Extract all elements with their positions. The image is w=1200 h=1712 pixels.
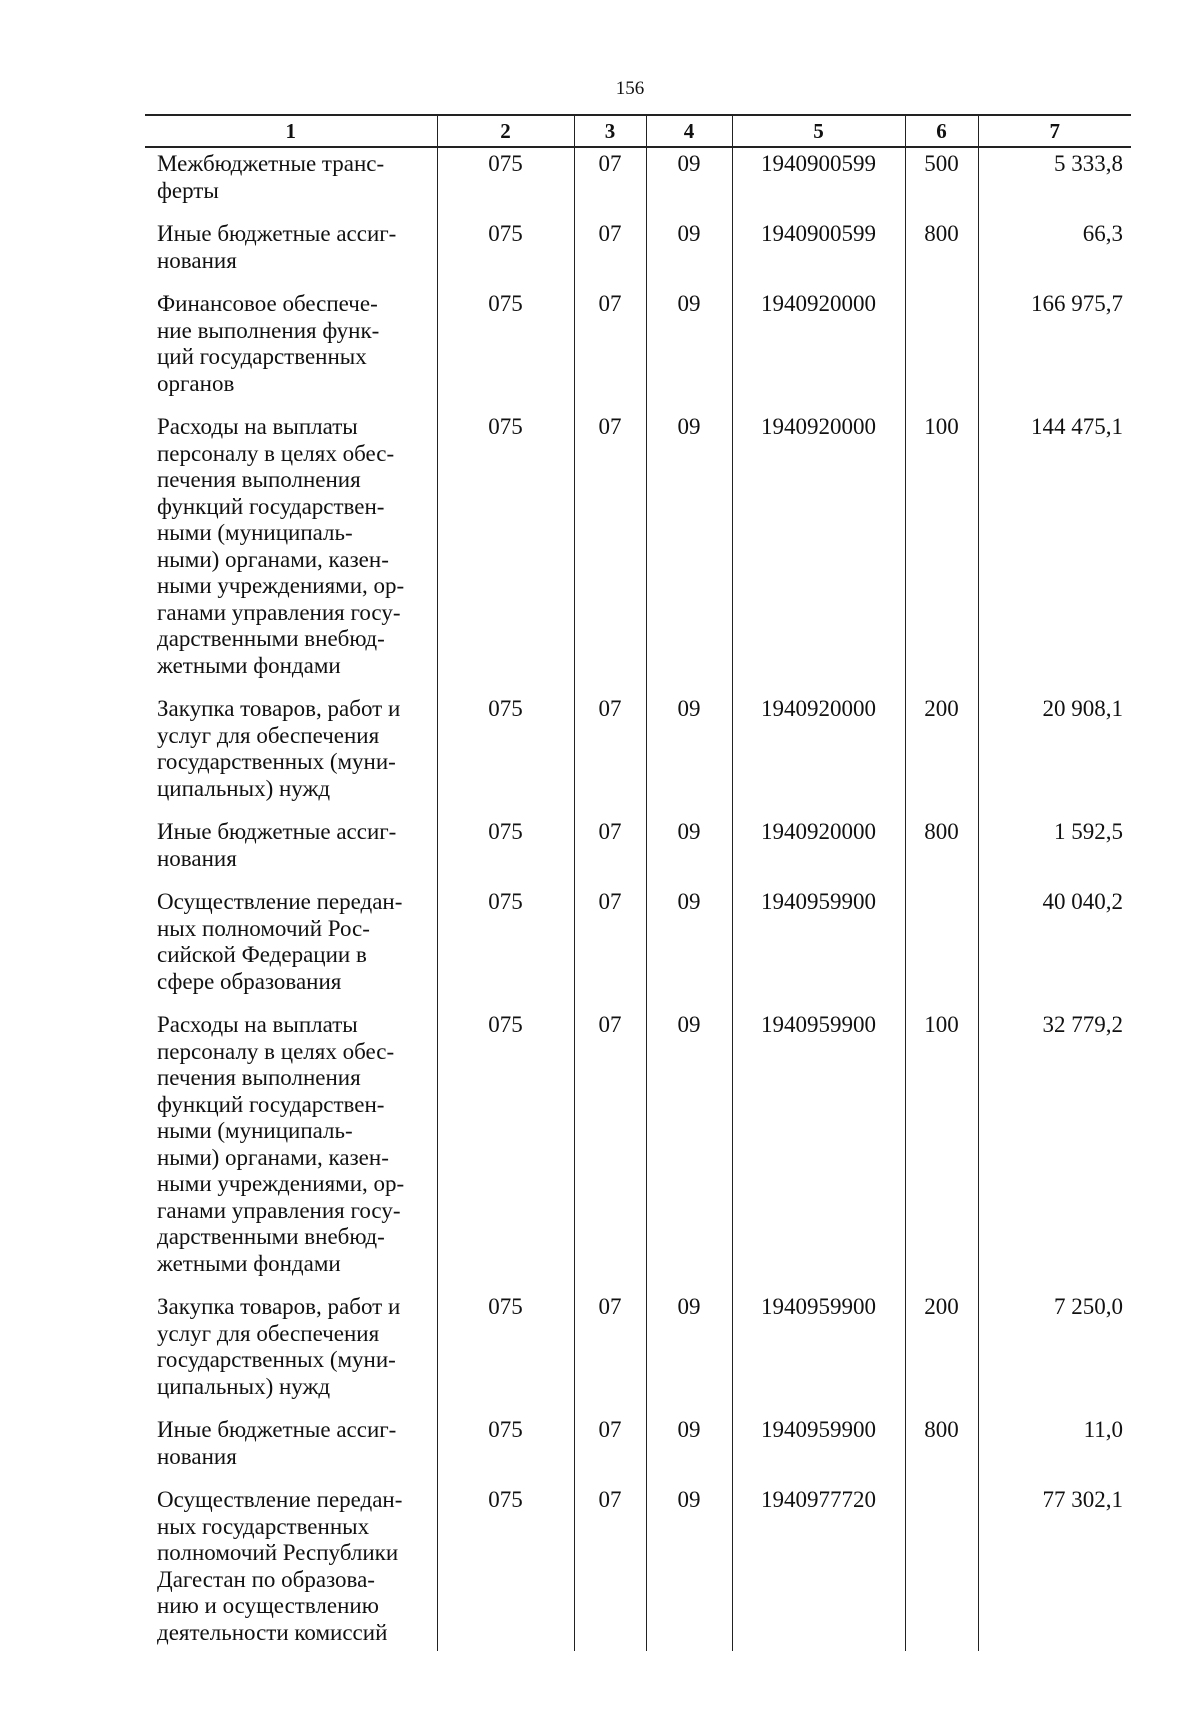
cell-admin-code: 075	[437, 886, 574, 1009]
cell-section: 07	[574, 411, 646, 693]
column-header-5: 5	[732, 115, 905, 147]
cell-amount: 11,0	[978, 1414, 1131, 1484]
cell-amount: 66,3	[978, 218, 1131, 288]
cell-subsection: 09	[646, 693, 732, 816]
cell-section: 07	[574, 218, 646, 288]
table-row	[145, 1009, 1131, 1291]
cell-section: 07	[574, 693, 646, 816]
cell-section: 07	[574, 1484, 646, 1651]
cell-subsection: 09	[646, 1291, 732, 1414]
cell-subsection: 09	[646, 1414, 732, 1484]
cell-subsection: 09	[646, 886, 732, 1009]
cell-section: 07	[574, 288, 646, 411]
row-description: Межбюджетные транс- ферты	[157, 151, 385, 203]
cell-target-article: 1940959900	[732, 1291, 905, 1414]
table-row	[145, 288, 1131, 411]
cell-admin-code: 075	[437, 288, 574, 411]
cell-admin-code: 075	[437, 1484, 574, 1651]
cell-target-article: 1940959900	[732, 1414, 905, 1484]
table-row	[145, 411, 1131, 693]
table-header-row	[145, 115, 1131, 147]
table-body	[145, 147, 1131, 1651]
cell-section: 07	[574, 1291, 646, 1414]
cell-section: 07	[574, 1414, 646, 1484]
cell-subsection: 09	[646, 816, 732, 886]
cell-amount: 1 592,5	[978, 816, 1131, 886]
table-row	[145, 816, 1131, 886]
column-header-6: 6	[905, 115, 978, 147]
cell-subsection: 09	[646, 218, 732, 288]
row-description: Расходы на выплаты персоналу в целях обес- печения выполнения функций государствен- ными (муниципаль- ными) органами, казен- ными учреждениями, ор- ганами управления госу- дарственными внебюд- жетными фондами	[157, 1012, 405, 1276]
cell-amount: 20 908,1	[978, 693, 1131, 816]
column-header-1: 1	[145, 115, 437, 147]
cell-amount: 166 975,7	[978, 288, 1131, 411]
row-description: Осуществление передан- ных полномочий Рос- сийской Федерации в сфере образования	[157, 889, 403, 994]
cell-amount: 40 040,2	[978, 886, 1131, 1009]
cell-subsection: 09	[646, 1009, 732, 1291]
row-description: Иные бюджетные ассиг- нования	[157, 1417, 397, 1469]
table-row	[145, 218, 1131, 288]
cell-admin-code: 075	[437, 693, 574, 816]
table-row	[145, 1484, 1131, 1651]
cell-section: 07	[574, 147, 646, 218]
cell-target-article: 1940959900	[732, 886, 905, 1009]
cell-target-article: 1940920000	[732, 411, 905, 693]
cell-admin-code: 075	[437, 1291, 574, 1414]
table-row	[145, 1291, 1131, 1414]
row-description: Закупка товаров, работ и услуг для обеспечения государственных (муни- ципальных) нужд	[157, 1294, 401, 1399]
cell-expense-type: 100	[905, 411, 978, 693]
cell-expense-type: 800	[905, 1414, 978, 1484]
table-row	[145, 1414, 1131, 1484]
cell-expense-type: 800	[905, 816, 978, 886]
cell-admin-code: 075	[437, 1009, 574, 1291]
cell-expense-type	[905, 1484, 978, 1651]
table-row	[145, 147, 1131, 218]
cell-subsection: 09	[646, 1484, 732, 1651]
budget-table-container	[145, 114, 1131, 1651]
cell-admin-code: 075	[437, 147, 574, 218]
page-number: 156	[615, 78, 645, 99]
cell-subsection: 09	[646, 147, 732, 218]
cell-amount: 144 475,1	[978, 411, 1131, 693]
column-header-3: 3	[574, 115, 646, 147]
cell-target-article: 1940920000	[732, 816, 905, 886]
cell-expense-type: 200	[905, 693, 978, 816]
row-description: Иные бюджетные ассиг- нования	[157, 221, 397, 273]
column-header-2: 2	[437, 115, 574, 147]
cell-expense-type: 200	[905, 1291, 978, 1414]
cell-expense-type: 500	[905, 147, 978, 218]
cell-amount: 77 302,1	[978, 1484, 1131, 1651]
cell-target-article: 1940920000	[732, 693, 905, 816]
cell-section: 07	[574, 1009, 646, 1291]
row-description: Закупка товаров, работ и услуг для обеспечения государственных (муни- ципальных) нужд	[157, 696, 401, 801]
cell-expense-type: 800	[905, 218, 978, 288]
column-header-7: 7	[978, 115, 1131, 147]
row-description: Осуществление передан- ных государственных полномочий Республики Дагестан по образова- нию и осуществлению деятельности комиссий	[157, 1487, 403, 1645]
cell-subsection: 09	[646, 288, 732, 411]
cell-admin-code: 075	[437, 1414, 574, 1484]
cell-admin-code: 075	[437, 218, 574, 288]
cell-expense-type	[905, 288, 978, 411]
cell-expense-type	[905, 886, 978, 1009]
cell-subsection: 09	[646, 411, 732, 693]
budget-table	[145, 114, 1131, 1651]
cell-target-article: 1940959900	[732, 1009, 905, 1291]
cell-admin-code: 075	[437, 411, 574, 693]
cell-amount: 32 779,2	[978, 1009, 1131, 1291]
cell-admin-code: 075	[437, 816, 574, 886]
cell-target-article: 1940900599	[732, 218, 905, 288]
cell-section: 07	[574, 816, 646, 886]
row-description: Финансовое обеспече- ние выполнения функ- ций государственных органов	[157, 291, 380, 396]
cell-target-article: 1940977720	[732, 1484, 905, 1651]
table-row	[145, 693, 1131, 816]
table-row	[145, 886, 1131, 1009]
cell-target-article: 1940900599	[732, 147, 905, 218]
cell-expense-type: 100	[905, 1009, 978, 1291]
cell-amount: 5 333,8	[978, 147, 1131, 218]
cell-amount: 7 250,0	[978, 1291, 1131, 1414]
row-description: Расходы на выплаты персоналу в целях обес- печения выполнения функций государствен- ными (муниципаль- ными) органами, казен- ными учреждениями, ор- ганами управления госу- дарственными внебюд- жетными фондами	[157, 414, 405, 678]
cell-section: 07	[574, 886, 646, 1009]
row-description: Иные бюджетные ассиг- нования	[157, 819, 397, 871]
column-header-4: 4	[646, 115, 732, 147]
cell-target-article: 1940920000	[732, 288, 905, 411]
